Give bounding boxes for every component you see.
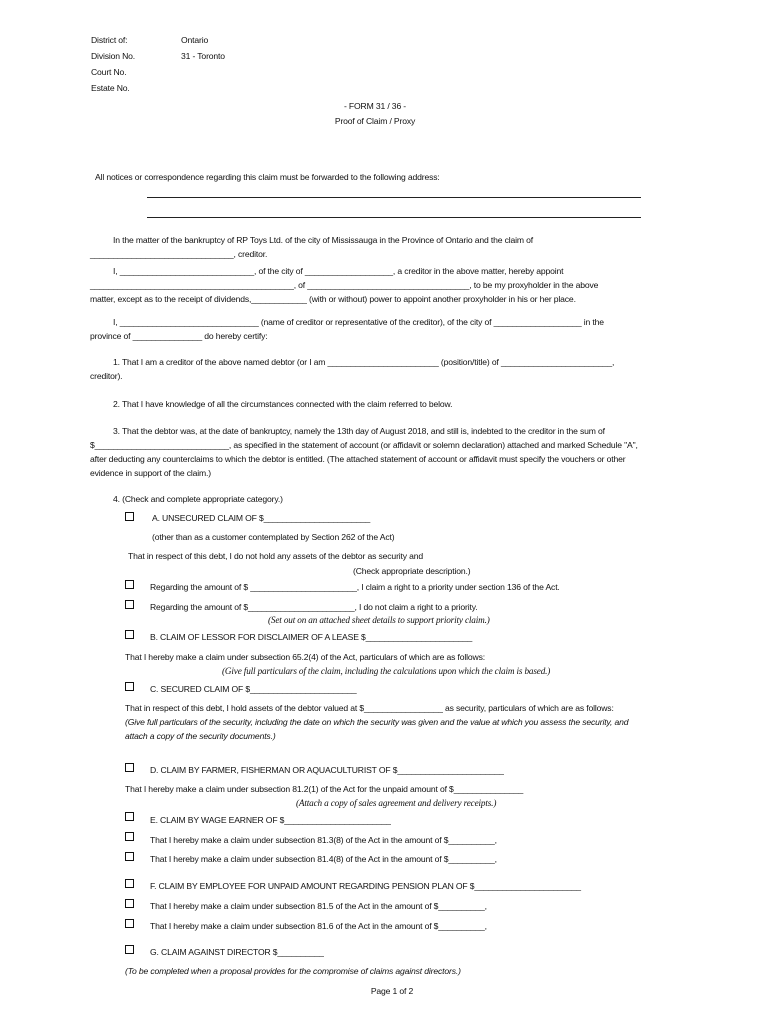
section-a-check-note: (Check appropriate description.) bbox=[353, 566, 471, 576]
section-c-title: C. SECURED CLAIM OF $_______________________ bbox=[150, 684, 357, 694]
notice-text: All notices or correspondence regarding this claim must be forwarded to the following address: bbox=[95, 172, 440, 182]
checkbox-priority-claim[interactable] bbox=[125, 580, 134, 589]
section-g-note: (To be completed when a proposal provides for the compromise of claims against directors.) bbox=[125, 966, 461, 976]
para-1-line-1: 1. That I am a creditor of the above named debtor (or I am ________________________ (position/title) of ________________________, bbox=[113, 357, 615, 367]
checkbox-wage-81-4[interactable] bbox=[125, 852, 134, 861]
section-e-title: E. CLAIM BY WAGE EARNER OF $_______________________ bbox=[150, 815, 391, 825]
division-value: 31 - Toronto bbox=[181, 51, 225, 61]
section-a-respect: That in respect of this debt, I do not hold any assets of the debtor as security and bbox=[128, 551, 424, 561]
para-3-line-4: evidence in support of the claim.) bbox=[90, 468, 212, 478]
section-a-title: A. UNSECURED CLAIM OF $_______________________ bbox=[152, 513, 371, 523]
address-line-2 bbox=[147, 217, 641, 218]
para-3-line-1: 3. That the debtor was, at the date of bankruptcy, namely the 13th day of August 2018, and still is, indebted to the creditor in the sum of bbox=[113, 426, 605, 436]
checkbox-lessor-claim[interactable] bbox=[125, 630, 134, 639]
section-d-title: D. CLAIM BY FARMER, FISHERMAN OR AQUACULTURIST OF $_______________________ bbox=[150, 765, 504, 775]
division-label: Division No. bbox=[91, 51, 136, 61]
para-4: 4. (Check and complete appropriate category.) bbox=[113, 494, 283, 504]
address-line-1 bbox=[147, 197, 641, 198]
checkbox-farmer-claim[interactable] bbox=[125, 763, 134, 772]
appoint-line-3: matter, except as to the receipt of dividends,____________ (with or without) power to appoint another proxyholder in his or her place. bbox=[90, 294, 576, 304]
district-label: District of: bbox=[91, 35, 128, 45]
checkbox-director-claim[interactable] bbox=[125, 945, 134, 954]
checkbox-wage-earner-claim[interactable] bbox=[125, 812, 134, 821]
section-c-give-line-2: attach a copy of the security documents.) bbox=[125, 731, 276, 741]
certify-line-2: province of _______________ do hereby certify: bbox=[90, 331, 268, 341]
section-a-setout: (Set out on an attached sheet details to support priority claim.) bbox=[268, 615, 490, 625]
appoint-line-2: ____________________________________________, of ___________________________________, to be my proxyholder in the above bbox=[90, 280, 599, 290]
checkbox-secured-claim[interactable] bbox=[125, 682, 134, 691]
section-a-option-1: Regarding the amount of $ _______________________, I claim a right to a priority under section 136 of the Act. bbox=[150, 582, 560, 592]
section-d-attach: (Attach a copy of sales agreement and delivery receipts.) bbox=[296, 798, 497, 808]
district-value: Ontario bbox=[181, 35, 209, 45]
section-b-text: That I hereby make a claim under subsection 65.2(4) of the Act, particulars of which are as follows: bbox=[125, 652, 485, 662]
section-b-give: (Give full particulars of the claim, including the calculations upon which the claim is based.) bbox=[222, 666, 551, 676]
section-c-give-line-1: (Give full particulars of the security, including the date on which the security was given and the value at which you assess the security, and bbox=[125, 717, 629, 727]
checkbox-pension-81-6[interactable] bbox=[125, 919, 134, 928]
form-title: Proof of Claim / Proxy bbox=[334, 116, 416, 126]
para-1-line-2: creditor). bbox=[90, 371, 123, 381]
section-d-text: That I hereby make a claim under subsection 81.2(1) of the Act for the unpaid amount of $_______________ bbox=[125, 784, 524, 794]
matter-line-2: _______________________________, creditor. bbox=[90, 249, 268, 259]
court-label: Court No. bbox=[91, 67, 127, 77]
checkbox-unsecured-claim[interactable] bbox=[125, 512, 134, 521]
page-number: Page 1 of 2 bbox=[370, 986, 414, 996]
section-g-title: G. CLAIM AGAINST DIRECTOR $__________ bbox=[150, 947, 324, 957]
matter-line-1: In the matter of the bankruptcy of RP Toys Ltd. of the city of Mississauga in the Province of Ontario and the claim of bbox=[113, 235, 534, 245]
section-f-option-2: That I hereby make a claim under subsection 81.6 of the Act in the amount of $__________, bbox=[150, 921, 487, 931]
checkbox-no-priority-claim[interactable] bbox=[125, 600, 134, 609]
section-f-option-1: That I hereby make a claim under subsection 81.5 of the Act in the amount of $__________, bbox=[150, 901, 487, 911]
appoint-line-1: I, _____________________________, of the city of ___________________, a creditor in the above matter, hereby appoint bbox=[113, 266, 564, 276]
section-e-option-2: That I hereby make a claim under subsection 81.4(8) of the Act in the amount of $__________, bbox=[150, 854, 497, 864]
estate-label: Estate No. bbox=[91, 83, 130, 93]
section-b-title: B. CLAIM OF LESSOR FOR DISCLAIMER OF A LEASE $_______________________ bbox=[150, 632, 473, 642]
para-3-line-3: after deducting any counterclaims to which the debtor is entitled. (The attached statement of account or affidavit must specify the vouchers or other bbox=[90, 454, 626, 464]
section-a-note: (other than as a customer contemplated by Section 262 of the Act) bbox=[152, 532, 395, 542]
section-a-option-2: Regarding the amount of $_______________________, I do not claim a right to a priority. bbox=[150, 602, 478, 612]
section-f-title: F. CLAIM BY EMPLOYEE FOR UNPAID AMOUNT REGARDING PENSION PLAN OF $_______________________ bbox=[150, 881, 581, 891]
certify-line-1: I, ______________________________ (name of creditor or representative of the creditor), of the city of ___________________ in the bbox=[113, 317, 604, 327]
section-c-text: That in respect of this debt, I hold assets of the debtor valued at $_________________ as security, particulars of which are as follows: bbox=[125, 703, 614, 713]
checkbox-wage-81-3[interactable] bbox=[125, 832, 134, 841]
checkbox-pension-claim[interactable] bbox=[125, 879, 134, 888]
section-e-option-1: That I hereby make a claim under subsection 81.3(8) of the Act in the amount of $__________, bbox=[150, 835, 497, 845]
form-number: - FORM 31 / 36 - bbox=[343, 101, 407, 111]
checkbox-pension-81-5[interactable] bbox=[125, 899, 134, 908]
para-2: 2. That I have knowledge of all the circumstances connected with the claim referred to below. bbox=[113, 399, 453, 409]
para-3-line-2: $_____________________________, as specified in the statement of account (or affidavit or solemn declaration) attached and marked Schedule "A", bbox=[90, 440, 638, 450]
